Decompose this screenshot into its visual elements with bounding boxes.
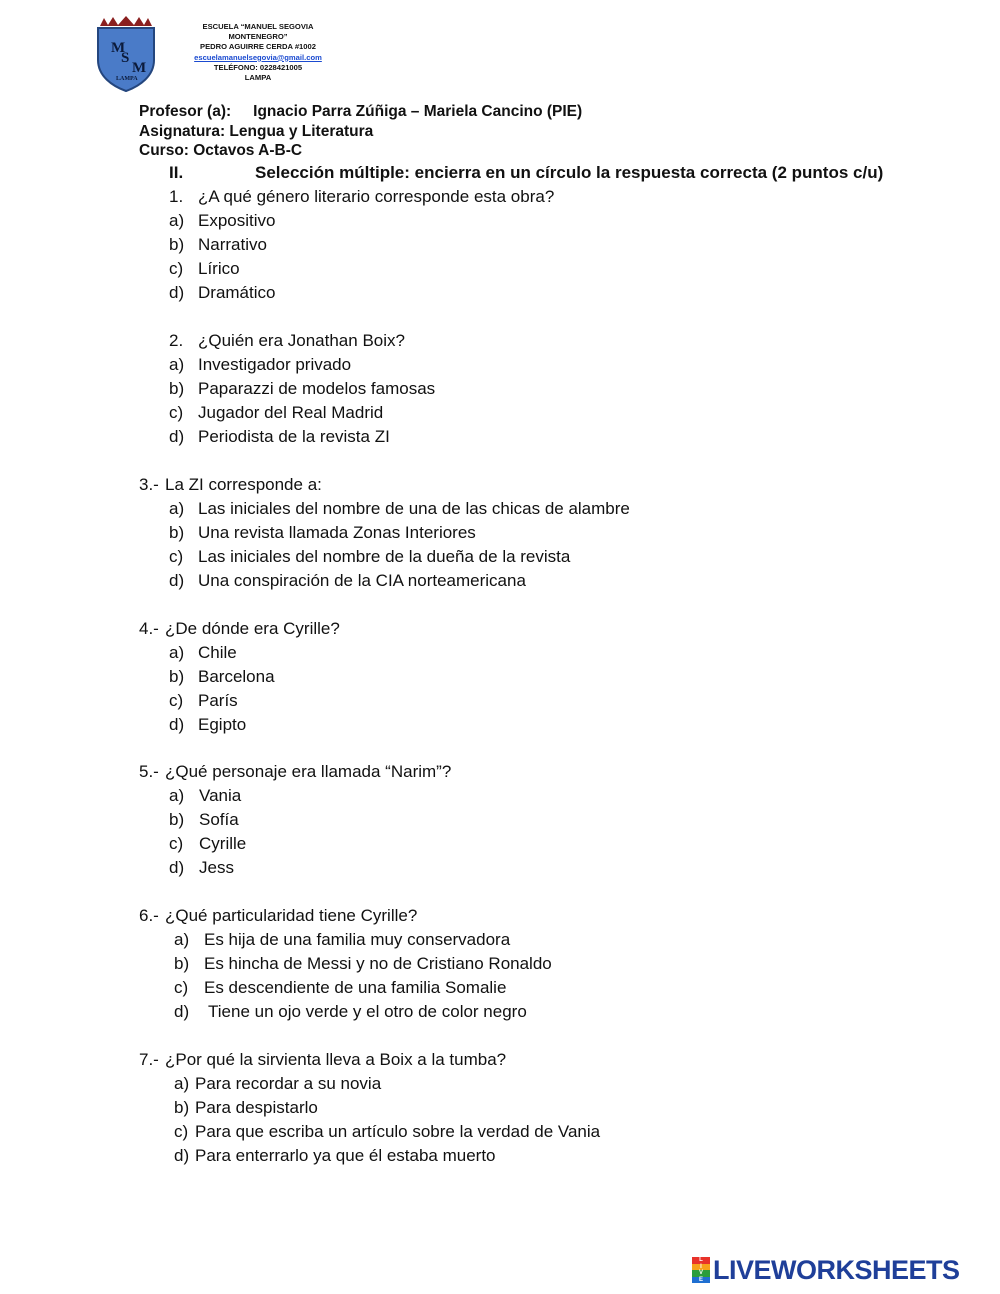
option-letter: b): [169, 523, 185, 542]
option-letter: d): [169, 571, 185, 590]
option-text: Sofía: [199, 810, 239, 829]
option-letter: b): [169, 379, 185, 398]
option-text: Para enterrarlo ya que él estaba muerto: [195, 1146, 496, 1165]
option-letter: b): [174, 954, 190, 973]
question-stem: [139, 904, 552, 928]
answer-option[interactable]: [174, 1144, 600, 1168]
answer-option[interactable]: [169, 713, 340, 737]
option-letter: d): [169, 715, 185, 734]
option-text: Jess: [199, 858, 234, 877]
school-name-line2: MONTENEGRO”: [228, 32, 288, 42]
option-text: Una conspiración de la CIA norteamericana: [198, 571, 526, 590]
option-letter: b): [169, 810, 185, 829]
question-block: [0, 760, 451, 880]
answer-option[interactable]: [169, 784, 451, 808]
option-text: Periodista de la revista ZI: [198, 427, 390, 446]
answer-option[interactable]: [169, 425, 435, 449]
school-phone: TELÉFONO: 0228421005: [213, 62, 303, 72]
option-text: Para que escriba un artículo sobre la verdad de Vania: [195, 1122, 601, 1141]
answer-option[interactable]: [174, 952, 552, 976]
option-letter: d): [169, 427, 185, 446]
option-letter: b): [169, 667, 185, 686]
answer-option[interactable]: [174, 976, 552, 1000]
option-text: Para recordar a su novia: [195, 1074, 382, 1093]
badge-letter: E: [692, 1277, 710, 1284]
school-city: LAMPA: [244, 73, 272, 83]
teacher-row: [139, 102, 582, 122]
question-text: ¿Qué personaje era llamada “Narim”?: [165, 762, 452, 781]
answer-option[interactable]: [169, 233, 554, 257]
option-text: Para despistarlo: [195, 1098, 318, 1117]
answer-option[interactable]: [174, 1096, 600, 1120]
question-number: 5.-: [139, 762, 159, 781]
option-letter: c): [169, 834, 184, 853]
option-text: París: [198, 691, 238, 710]
answer-option[interactable]: [169, 257, 554, 281]
option-letter: c): [169, 403, 184, 422]
badge-letter: I: [692, 1264, 710, 1271]
question-text: La ZI corresponde a:: [165, 475, 322, 494]
option-text: Las iniciales del nombre de la dueña de la revista: [198, 547, 571, 566]
option-letter: d): [169, 283, 185, 302]
answer-option[interactable]: [169, 209, 554, 233]
option-letter: c): [169, 547, 184, 566]
option-letter: a): [169, 211, 185, 230]
option-text: Es hija de una familia muy conservadora: [204, 930, 511, 949]
question-text: ¿Por qué la sirvienta lleva a Boix a la tumba?: [165, 1050, 507, 1069]
answer-option[interactable]: [169, 832, 451, 856]
answer-option[interactable]: [169, 856, 451, 880]
option-letter: b): [174, 1098, 190, 1117]
option-text: Vania: [199, 786, 242, 805]
svg-text:M: M: [132, 60, 147, 76]
liveworksheets-watermark: [692, 1256, 960, 1284]
option-letter: a): [169, 499, 185, 518]
answer-option[interactable]: [174, 1120, 600, 1144]
question-stem: [139, 473, 630, 497]
answer-option[interactable]: [174, 928, 552, 952]
question-number: 1.: [169, 187, 184, 206]
liveworksheets-text: LIVEWORKSHEETS: [713, 1254, 960, 1285]
question-stem: [169, 185, 554, 209]
option-letter: c): [169, 259, 184, 278]
question-block: [0, 1048, 600, 1168]
question-number: 6.-: [139, 906, 159, 925]
question-stem: [139, 760, 451, 784]
question-stem: [139, 1048, 600, 1072]
svg-text:M: M: [111, 40, 126, 56]
question-number: 7.-: [139, 1050, 159, 1069]
option-letter: a): [174, 930, 190, 949]
answer-option[interactable]: [169, 808, 451, 832]
answer-option[interactable]: [169, 521, 630, 545]
question-block: [0, 329, 435, 449]
question-stem: [139, 617, 340, 641]
option-text: Egipto: [198, 715, 247, 734]
option-text: Cyrille: [199, 834, 247, 853]
school-address: PEDRO AGUIRRE CERDA #1002: [200, 42, 316, 52]
answer-option[interactable]: [169, 641, 340, 665]
section-heading: [169, 163, 883, 183]
section-number: II.: [169, 163, 184, 182]
question-block: [0, 185, 554, 305]
option-letter: d): [169, 858, 185, 877]
option-letter: a): [174, 1074, 190, 1093]
answer-option[interactable]: [169, 401, 435, 425]
option-text: Es hincha de Messi y no de Cristiano Ronaldo: [204, 954, 552, 973]
option-text: Dramático: [198, 283, 276, 302]
question-block: [0, 473, 630, 593]
option-text: Es descendiente de una familia Somalie: [204, 978, 507, 997]
school-name-line1: ESCUELA “MANUEL SEGOVIA: [202, 22, 314, 31]
course-row: Curso: Octavos A-B-C: [139, 142, 303, 159]
svg-text:S: S: [121, 50, 130, 66]
svg-text:LAMPA: LAMPA: [116, 76, 138, 82]
option-letter: c): [169, 691, 184, 710]
question-block: [0, 904, 552, 1024]
option-letter: d): [174, 1002, 190, 1021]
answer-option[interactable]: [169, 689, 340, 713]
answer-option[interactable]: [169, 353, 435, 377]
school-header: [168, 22, 348, 83]
badge-letter: L: [692, 1257, 710, 1264]
answer-option[interactable]: [169, 569, 630, 593]
answer-option[interactable]: [174, 1072, 600, 1096]
question-text: ¿A qué género literario corresponde esta obra?: [198, 187, 555, 206]
answer-option[interactable]: [169, 545, 630, 569]
answer-option[interactable]: [169, 665, 340, 689]
question-stem: [169, 329, 435, 353]
option-text: Expositivo: [198, 211, 276, 230]
question-text: ¿Qué particularidad tiene Cyrille?: [165, 906, 418, 925]
question-number: 2.: [169, 331, 184, 350]
option-text: Tiene un ojo verde y el otro de color negro: [208, 1002, 527, 1021]
option-letter: a): [169, 643, 185, 662]
worksheet-meta: [139, 102, 582, 161]
option-text: Lírico: [198, 259, 240, 278]
answer-option[interactable]: [169, 281, 554, 305]
option-letter: b): [169, 235, 185, 254]
subject-row: Asignatura: Lengua y Literatura: [139, 122, 374, 140]
option-text: Paparazzi de modelos famosas: [198, 379, 436, 398]
option-letter: c): [174, 978, 189, 997]
answer-option[interactable]: [174, 1000, 552, 1024]
option-text: Chile: [198, 643, 237, 662]
option-text: Jugador del Real Madrid: [198, 403, 384, 422]
question-text: ¿Quién era Jonathan Boix?: [198, 331, 405, 350]
answer-option[interactable]: [169, 497, 630, 521]
option-text: Investigador privado: [198, 355, 352, 374]
school-crest-logo: [94, 16, 158, 92]
question-number: 3.-: [139, 475, 159, 494]
question-number: 4.-: [139, 619, 159, 638]
option-letter: a): [169, 786, 185, 805]
option-letter: d): [174, 1146, 190, 1165]
option-text: Una revista llamada Zonas Interiores: [198, 523, 476, 542]
question-text: ¿De dónde era Cyrille?: [165, 619, 340, 638]
section-title: Selección múltiple: encierra en un círculo la respuesta correcta (2 puntos c/u): [255, 163, 884, 182]
question-block: [0, 617, 340, 737]
badge-letter: V: [692, 1270, 710, 1277]
answer-option[interactable]: [169, 377, 435, 401]
liveworksheets-badge-icon: [692, 1257, 710, 1283]
school-email-link[interactable]: escuelamanuelsegovia@gmail.com: [194, 52, 322, 62]
option-text: Barcelona: [198, 667, 275, 686]
option-letter: a): [169, 355, 185, 374]
option-text: Las iniciales del nombre de una de las chicas de alambre: [198, 499, 630, 518]
option-letter: c): [174, 1122, 189, 1141]
teacher-value: Ignacio Parra Zúñiga – Mariela Cancino (PIE): [253, 103, 583, 120]
teacher-label: Profesor (a):: [139, 103, 232, 120]
option-text: Narrativo: [198, 235, 267, 254]
